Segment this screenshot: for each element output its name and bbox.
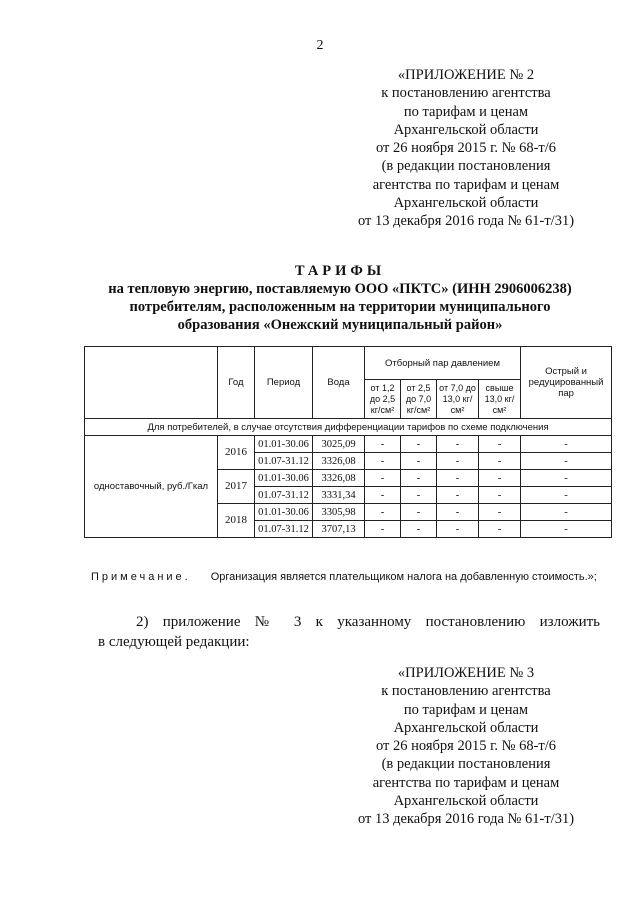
header-steam-col: от 7,0 до 13,0 кг/см²	[437, 380, 479, 419]
header-steam-col: от 2,5 до 7,0 кг/см²	[401, 380, 437, 419]
header-period: Период	[255, 347, 313, 419]
value-cell: -	[521, 487, 612, 504]
header-steam-col: от 1,2 до 2,5 кг/см²	[365, 380, 401, 419]
value-cell: -	[401, 470, 437, 487]
year-cell: 2016	[218, 436, 255, 470]
value-cell: -	[437, 470, 479, 487]
value-cell: -	[479, 504, 521, 521]
appendix-line: «ПРИЛОЖЕНИЕ № 2	[397, 67, 535, 83]
tariffs-table	[84, 346, 612, 538]
value-cell: -	[365, 521, 401, 538]
value-cell: -	[521, 436, 612, 453]
appendix-2-header	[330, 66, 602, 231]
title-heading: ТАРИФЫ	[294, 263, 386, 279]
period-cell: 01.01-30.06	[255, 436, 313, 453]
value-cell: -	[479, 453, 521, 470]
table-note	[91, 571, 597, 583]
appendix-line: от 26 ноября 2015 г. № 68-т/6	[375, 738, 557, 755]
appendix-line: от 13 декабря 2016 года № 61-т/31)	[357, 213, 575, 230]
value-cell: -	[365, 504, 401, 521]
info-row: Для потребителей, в случае отсутствия дифференциации тарифов по схеме подключения	[85, 419, 612, 436]
appendix-line: по тарифам и ценам	[403, 701, 529, 718]
appendix-line: агентства по тарифам и ценам	[372, 774, 560, 791]
header-steam: Отборный пар давлением	[365, 347, 521, 380]
amendment-paragraph	[98, 612, 600, 652]
appendix-line: Архангельской области	[393, 793, 539, 810]
value-cell: -	[437, 453, 479, 470]
appendix-line: (в редакции постановления	[381, 756, 551, 773]
appendix-line: к постановлению агентства	[381, 85, 551, 102]
period-cell: 01.01-30.06	[255, 470, 313, 487]
water-cell: 3707,13	[313, 521, 365, 538]
page-number: 2	[316, 38, 324, 53]
value-cell: -	[437, 487, 479, 504]
period-cell: 01.07-31.12	[255, 521, 313, 538]
appendix-3-header	[330, 664, 602, 829]
consumer-cell: одноставочный, руб./Гкал	[85, 436, 218, 538]
table-row	[85, 436, 612, 453]
title-line: образования «Онежский муниципальный район»	[177, 317, 503, 333]
paragraph-line: 2) приложение № 3 к указанному постановлению изложить	[136, 614, 600, 630]
value-cell: -	[479, 487, 521, 504]
value-cell: -	[521, 504, 612, 521]
water-cell: 3331,34	[313, 487, 365, 504]
header-year: Год	[218, 347, 255, 419]
value-cell: -	[365, 470, 401, 487]
water-cell: 3326,08	[313, 453, 365, 470]
header-hot-steam: Острый и редуцированный пар	[521, 347, 612, 419]
water-cell: 3326,08	[313, 470, 365, 487]
value-cell: -	[365, 487, 401, 504]
title-line: потребителям, расположенным на территории муниципального	[129, 299, 551, 315]
appendix-line: от 26 ноября 2015 г. № 68-т/6	[375, 140, 557, 157]
paragraph-line: в следующей редакции:	[98, 634, 250, 650]
value-cell: -	[521, 453, 612, 470]
value-cell: -	[365, 453, 401, 470]
document-title	[60, 262, 620, 334]
water-cell: 3305,98	[313, 504, 365, 521]
value-cell: -	[401, 521, 437, 538]
period-cell: 01.07-31.12	[255, 453, 313, 470]
value-cell: -	[437, 436, 479, 453]
value-cell: -	[401, 504, 437, 521]
value-cell: -	[521, 521, 612, 538]
value-cell: -	[437, 521, 479, 538]
appendix-line: от 13 декабря 2016 года № 61-т/31)	[357, 811, 575, 828]
value-cell: -	[401, 487, 437, 504]
header-water: Вода	[313, 347, 365, 419]
value-cell: -	[365, 436, 401, 453]
title-line: на тепловую энергию, поставляемую ООО «ПКТС» (ИНН 2906006238)	[108, 281, 572, 297]
year-cell: 2018	[218, 504, 255, 538]
appendix-line: Архангельской области	[393, 719, 539, 736]
value-cell: -	[479, 521, 521, 538]
appendix-line: «ПРИЛОЖЕНИЕ № 3	[397, 665, 535, 681]
value-cell: -	[479, 436, 521, 453]
value-cell: -	[479, 470, 521, 487]
appendix-line: к постановлению агентства	[381, 683, 551, 700]
appendix-line: Архангельской области	[393, 195, 539, 212]
appendix-line: Архангельской области	[393, 121, 539, 138]
value-cell: -	[521, 470, 612, 487]
appendix-line: агентства по тарифам и ценам	[372, 176, 560, 193]
note-label: Примечание.	[91, 571, 191, 583]
appendix-line: (в редакции постановления	[381, 158, 551, 175]
appendix-line: по тарифам и ценам	[403, 103, 529, 120]
period-cell: 01.07-31.12	[255, 487, 313, 504]
note-text: Организация является плательщиком налога на добавленную стоимость.»;	[210, 571, 597, 583]
header-steam-col: свыше 13,0 кг/см²	[479, 380, 521, 419]
value-cell: -	[437, 504, 479, 521]
header-blank	[85, 347, 218, 419]
value-cell: -	[401, 436, 437, 453]
year-cell: 2017	[218, 470, 255, 504]
period-cell: 01.01-30.06	[255, 504, 313, 521]
value-cell: -	[401, 453, 437, 470]
water-cell: 3025,09	[313, 436, 365, 453]
